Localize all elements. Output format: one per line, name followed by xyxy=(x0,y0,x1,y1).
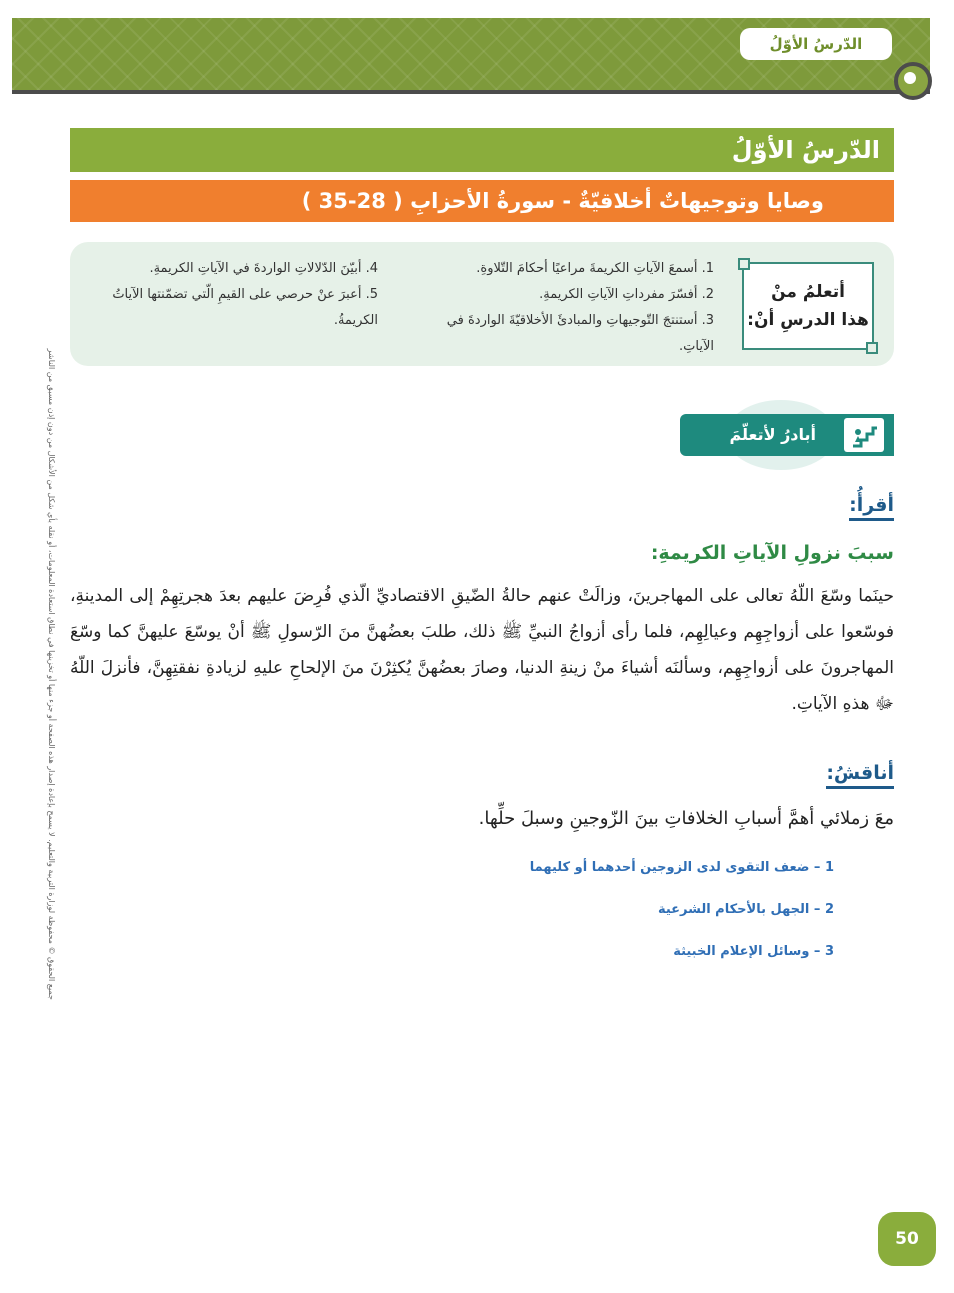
read-paragraph: حينَما وسّعَ اللّهُ تعالى على المهاجرينَ، وزالَتْ عنهم حالةُ الضّيقِ الاقتصاديِّ الّذي فُرِضَ عليهم بعدَ هجرتِهِمْ إلى المدينةِ، فوسّعوا على أزواجِهِم وعيالِهِم، فلما رأى أزواجُ النبيِّ ﷺ ذلك، طلبَ بعضُهنَّ منَ الرّسولِ ﷺ أنْ يوسّعَ عليهنَّ كما وسّعَ المهاجرونَ على أزواجِهِم، وسألنَه أشياءَ منْ زينةِ الدنيا، وصارَ بعضُهنَّ يُكثِرْنَ منَ الإلحاحِ عليهِ لزيادةِ نفقتِهِنَّ، فأنزلَ اللّهُ ﷻ هذهِ الآياتِ. xyxy=(70,586,894,714)
objective-item: 4. أبيّنَ الدّلالاتِ الواردةَ في الآياتِ الكريمةِ. xyxy=(149,261,378,276)
read-subheading: سببَ نزولِ الآياتِ الكريمةِ: xyxy=(650,542,894,564)
objective-item: 1. أسمعَ الآياتِ الكريمةَ مراعيًا أحكامَ التّلاوةِ. xyxy=(476,261,714,276)
start-learning-label: أبادرُ لأتعلّمَ xyxy=(729,425,816,444)
objectives-list-right xyxy=(414,256,714,360)
lesson-subtitle: وصايا وتوجيهاتٌ أخلاقيّةٌ - سورةُ الأحزابِ ( 28-35 ) xyxy=(70,180,894,222)
objective-item: 3. أستنتجَ التّوجيهاتِ والمبادئَ الأخلاقيّةَ الواردةَ في الآياتِ. xyxy=(446,313,714,354)
discuss-prompt: معَ زملائي أهمَّ أسبابِ الخلافاتِ بينَ الزّوجينِ وسبلَ حلِّها. xyxy=(478,808,894,829)
banner-circle-icon xyxy=(894,62,932,100)
lesson-number-title: الدّرسُ الأوّلُ xyxy=(70,128,894,172)
objectives-label-frame xyxy=(742,262,874,350)
answer-item: 2 – الجهل بالأحكام الشرعية xyxy=(657,902,834,917)
start-learning-banner xyxy=(680,414,894,456)
objectives-label-line2: هذا الدرسِ أنْ: xyxy=(747,310,869,330)
objectives-list-left xyxy=(88,256,378,334)
answer-item: 1 – ضعف التقوى لدى الزوجين أحدهما أو كليهما xyxy=(529,860,834,875)
discuss-heading: أناقشُ: xyxy=(826,762,894,789)
objectives-label-line1: أتعلمُ منْ xyxy=(771,282,845,302)
read-heading: أقرأُ: xyxy=(849,494,894,521)
copyright-note: جميع الحقوق © محفوظة لوزارة التربية والتعليم. لا يسمح بإعادة إصدار هذه الصفحة أو جزء منها أو تخزينها في نطاق استعادة المعلومات، أو نقله بأي شكل من الأشكال من دون إذن مسبق من الناشر xyxy=(47,348,56,1000)
objective-item: 2. أفسّرَ مفرداتِ الآياتِ الكريمةِ. xyxy=(539,287,714,302)
answer-item: 3 – وسائل الإعلام الخبيثة xyxy=(673,944,834,959)
objectives-box xyxy=(70,242,894,366)
objective-item: 5. أعبرَ عنْ حرصي على القيمِ الّتي تضمّنتها الآياتُ الكريمةُ. xyxy=(112,287,378,328)
page-number: 50 xyxy=(878,1212,936,1266)
header-tab: الدّرسُ الأوّلُ xyxy=(740,28,892,60)
stairs-learner-icon xyxy=(844,418,884,452)
